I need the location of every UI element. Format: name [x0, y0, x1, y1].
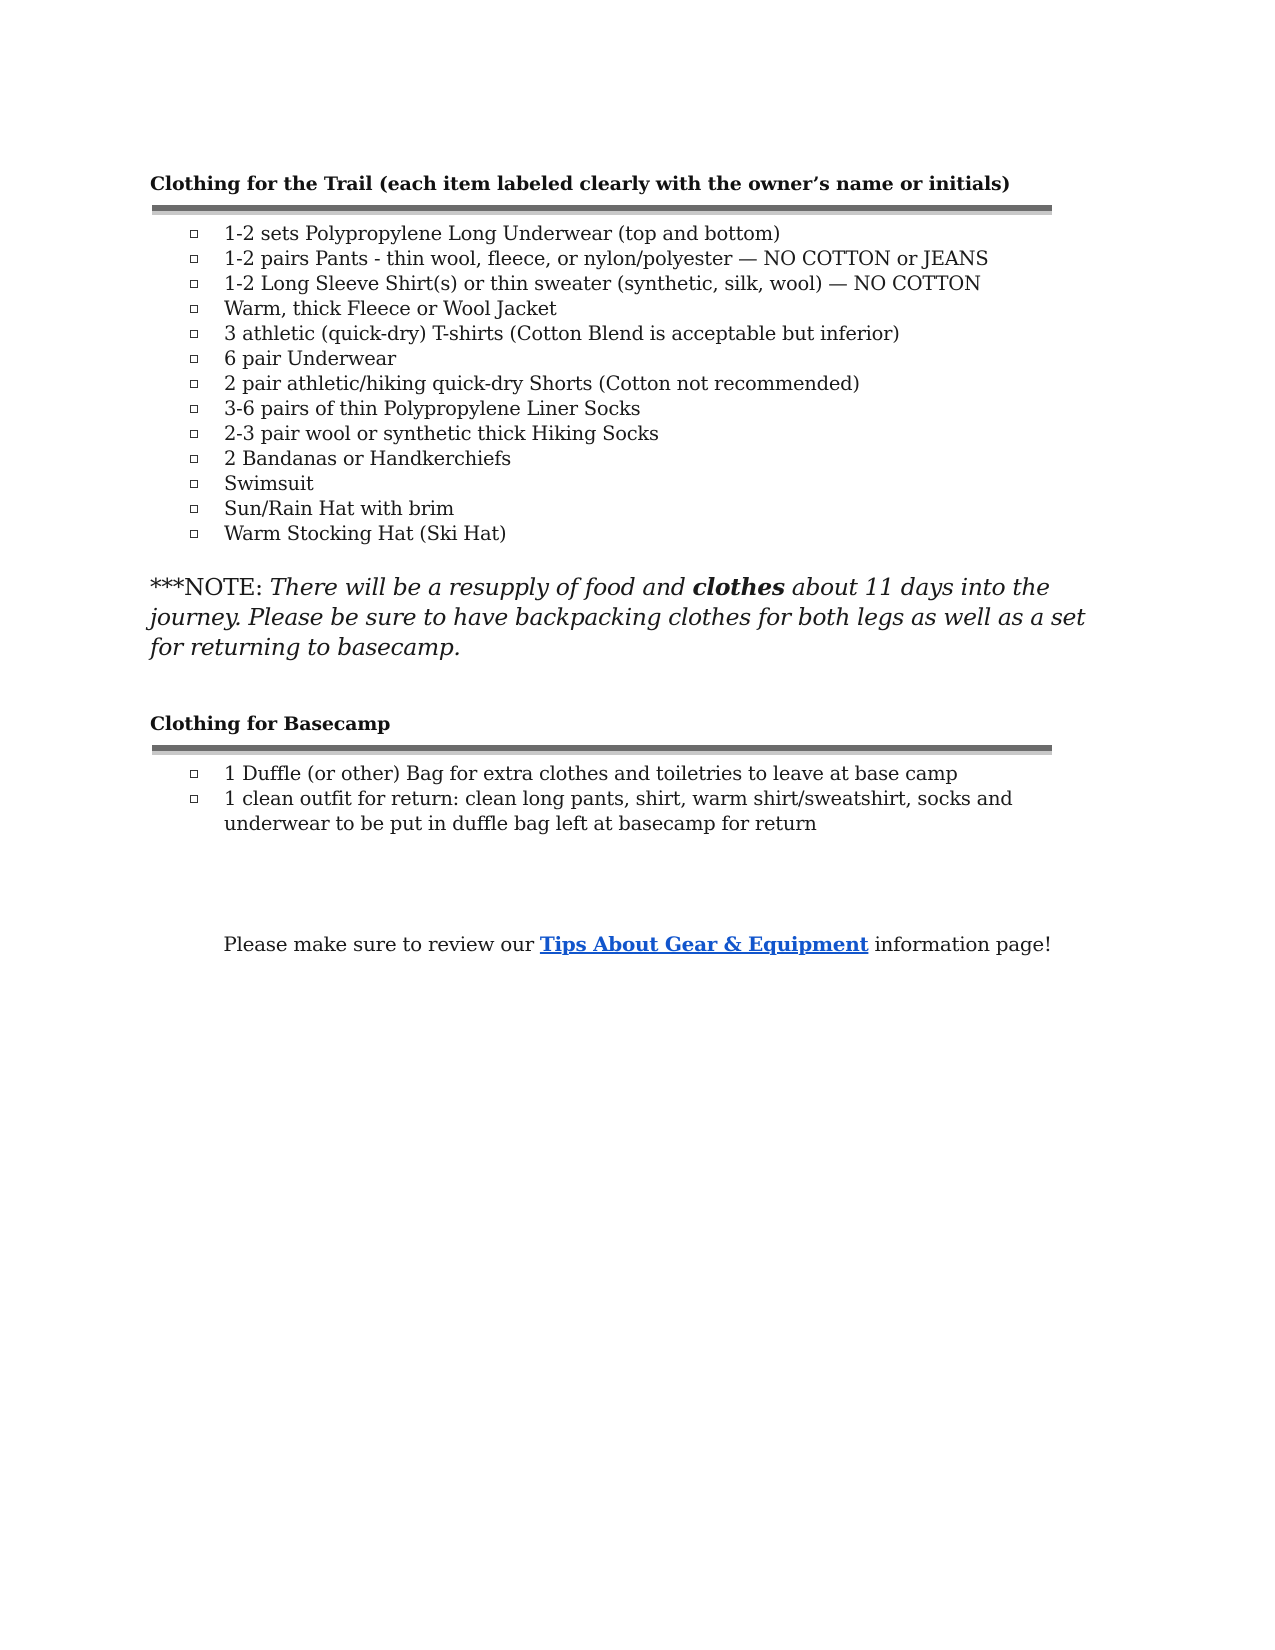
empty-checkbox-icon: [190, 305, 198, 313]
basecamp-clothing-list: [190, 761, 1140, 836]
list-item: 1-2 pairs Pants - thin wool, fleece, or nylon/polyester — NO COTTON or JEANS: [190, 246, 1140, 271]
trail-section-heading: Clothing for the Trail (each item labeled clearly with the owner’s name or initials): [150, 173, 1011, 195]
basecamp-section-divider: [152, 745, 1052, 755]
list-item: Swimsuit: [190, 471, 1140, 496]
empty-checkbox-icon: [190, 330, 198, 338]
empty-checkbox-icon: [190, 530, 198, 538]
empty-checkbox-icon: [190, 355, 198, 363]
note-text-after: about 11 days into the journey. Please be sure to have backpacking clothes for both legs as well as a set for returning to basecamp.: [150, 573, 1086, 661]
resupply-note: [150, 572, 1110, 662]
list-item: 2-3 pair wool or synthetic thick Hiking Socks: [190, 421, 1140, 446]
list-item: 1-2 sets Polypropylene Long Underwear (top and bottom): [190, 221, 1140, 246]
empty-checkbox-icon: [190, 380, 198, 388]
note-emphasis: clothes: [692, 573, 785, 601]
empty-checkbox-icon: [190, 230, 198, 238]
list-item: 3-6 pairs of thin Polypropylene Liner Socks: [190, 396, 1140, 421]
list-item: Warm Stocking Hat (Ski Hat): [190, 521, 1140, 546]
empty-checkbox-icon: [190, 280, 198, 288]
list-item: Warm, thick Fleece or Wool Jacket: [190, 296, 1140, 321]
empty-checkbox-icon: [190, 480, 198, 488]
list-item: 1 clean outfit for return: clean long pants, shirt, warm shirt/sweatshirt, socks and underwear to be put in duffle bag left at basecamp for return: [190, 786, 1109, 836]
empty-checkbox-icon: [190, 505, 198, 513]
empty-checkbox-icon: [190, 430, 198, 438]
gear-tips-link[interactable]: Tips About Gear & Equipment: [539, 932, 869, 956]
empty-checkbox-icon: [190, 795, 198, 803]
gear-tips-reminder: [0, 932, 1275, 956]
empty-checkbox-icon: [190, 770, 198, 778]
footer-text-before: Please make sure to review our: [223, 932, 540, 956]
trail-clothing-list: [190, 221, 1140, 546]
trail-section-divider: [152, 205, 1052, 215]
list-item: 1-2 Long Sleeve Shirt(s) or thin sweater (synthetic, silk, wool) — NO COTTON: [190, 271, 1140, 296]
basecamp-section-heading: Clothing for Basecamp: [150, 713, 391, 735]
list-item: 6 pair Underwear: [190, 346, 1140, 371]
list-item: 2 Bandanas or Handkerchiefs: [190, 446, 1140, 471]
empty-checkbox-icon: [190, 455, 198, 463]
note-prefix: ***NOTE:: [150, 573, 270, 601]
list-item: Sun/Rain Hat with brim: [190, 496, 1140, 521]
footer-text-after: information page!: [868, 932, 1052, 956]
note-text-before: There will be a resupply of food and: [269, 573, 693, 601]
empty-checkbox-icon: [190, 255, 198, 263]
list-item: 3 athletic (quick-dry) T-shirts (Cotton Blend is acceptable but inferior): [190, 321, 1140, 346]
list-item: 1 Duffle (or other) Bag for extra clothes and toiletries to leave at base camp: [190, 761, 1140, 786]
empty-checkbox-icon: [190, 405, 198, 413]
list-item: 2 pair athletic/hiking quick-dry Shorts (Cotton not recommended): [190, 371, 1140, 396]
